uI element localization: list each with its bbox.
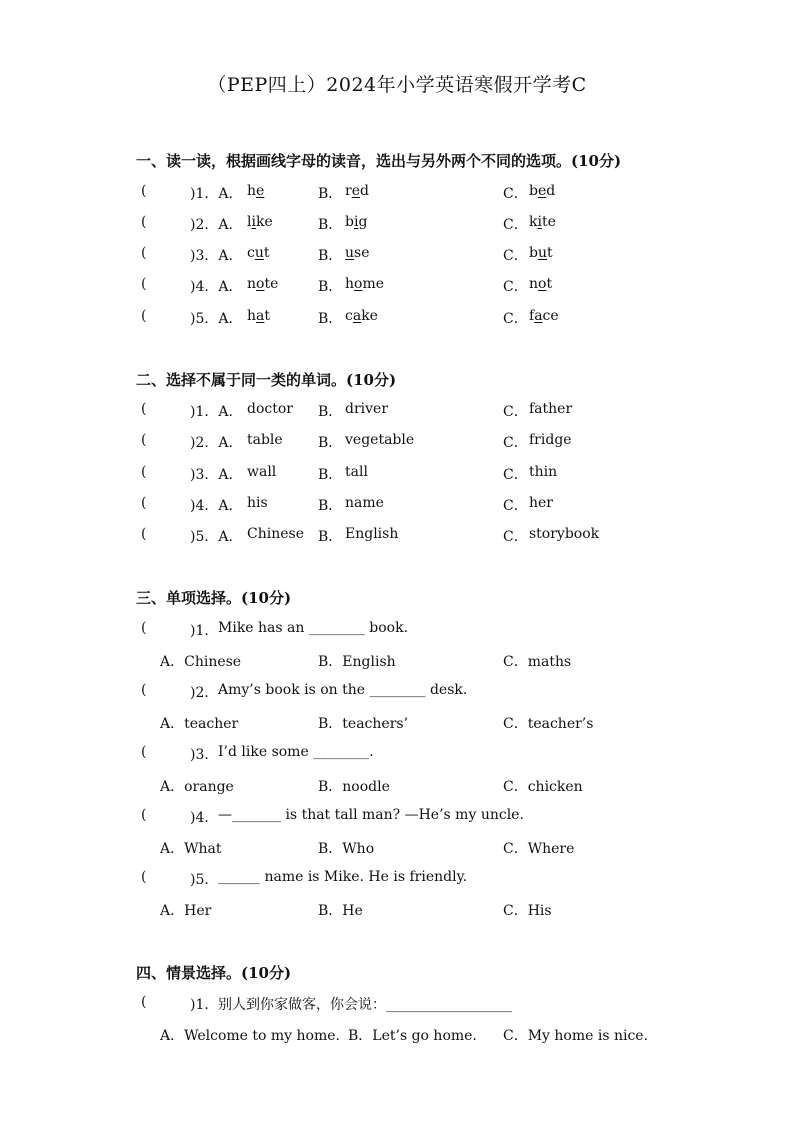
question-number: )2．A． bbox=[190, 217, 243, 233]
question-number: )2．A． bbox=[190, 435, 243, 451]
option-b: B．Who bbox=[318, 841, 375, 857]
pre: h bbox=[247, 183, 257, 199]
option-c: her bbox=[529, 495, 553, 511]
option-b: B．Let’s go home. bbox=[348, 1028, 477, 1044]
underlined-letter: o bbox=[538, 276, 547, 292]
option-c: fridge bbox=[529, 432, 572, 448]
option-b-label: B． bbox=[318, 498, 343, 514]
option-a: table bbox=[247, 432, 283, 448]
post: g bbox=[358, 214, 368, 230]
section-heading: 二、选择不属于同一类的单词。(10分) bbox=[136, 371, 397, 389]
options-row bbox=[0, 1025, 794, 1045]
option-a: A．Chinese bbox=[160, 654, 242, 670]
answer-paren-left[interactable]: ( bbox=[141, 276, 147, 292]
pre: r bbox=[345, 183, 352, 199]
question-text: Amy’s book is on the ________ desk. bbox=[218, 682, 468, 698]
option-c: C．Where bbox=[503, 841, 575, 857]
page-title: （PEP四上）2024年小学英语寒假开学考C bbox=[207, 74, 587, 96]
option-c-label: C． bbox=[503, 248, 528, 264]
option-b: B．teachers’ bbox=[318, 716, 409, 732]
option-a: A．teacher bbox=[160, 716, 239, 732]
option-c-label: C． bbox=[503, 311, 528, 327]
option-a: A．What bbox=[160, 841, 222, 857]
option-c: C．teacher’s bbox=[503, 716, 594, 732]
option-b: English bbox=[345, 526, 399, 542]
option-c-label: C． bbox=[503, 529, 528, 545]
post: ke bbox=[255, 214, 273, 230]
answer-paren-left[interactable]: ( bbox=[141, 620, 147, 636]
option-c-label: C． bbox=[503, 279, 528, 295]
option-c bbox=[529, 183, 555, 199]
post: te bbox=[541, 214, 556, 230]
option-a: doctor bbox=[247, 401, 293, 417]
question-row bbox=[0, 994, 794, 1014]
post: t bbox=[547, 245, 553, 261]
option-c-label: C． bbox=[503, 186, 528, 202]
option-b bbox=[345, 214, 367, 230]
post: ce bbox=[542, 308, 559, 324]
question-text: 别人到你家做客，你会说：__________________ bbox=[218, 997, 512, 1013]
option-a: A．Welcome to my home. bbox=[160, 1028, 340, 1044]
options-row bbox=[0, 776, 794, 796]
post: t bbox=[264, 308, 271, 324]
pre: h bbox=[247, 308, 257, 324]
underlined-letter: i bbox=[537, 214, 542, 230]
pre: b bbox=[345, 214, 354, 230]
options-row bbox=[0, 713, 794, 733]
underlined-letter: a bbox=[534, 308, 543, 324]
question-row bbox=[0, 276, 794, 296]
post: ke bbox=[361, 308, 378, 324]
underlined-letter: a bbox=[256, 308, 265, 324]
option-b-label: B． bbox=[318, 404, 343, 420]
options-row bbox=[0, 900, 794, 920]
option-b-label: B． bbox=[318, 435, 343, 451]
question-number: )2． bbox=[190, 685, 219, 701]
question-number: )4．A． bbox=[190, 279, 243, 295]
answer-paren-left[interactable]: ( bbox=[141, 401, 147, 417]
option-b bbox=[345, 183, 369, 199]
option-a: A．Her bbox=[160, 903, 212, 919]
option-c-label: C． bbox=[503, 404, 528, 420]
option-b-label: B． bbox=[318, 467, 343, 483]
option-c: storybook bbox=[529, 526, 600, 542]
question-number: )3．A． bbox=[190, 248, 243, 264]
option-b bbox=[345, 308, 378, 324]
option-c bbox=[529, 308, 559, 324]
question-text: ______ name is Mike. He is friendly. bbox=[218, 869, 468, 885]
question-row bbox=[0, 183, 794, 203]
question-row bbox=[0, 432, 794, 452]
answer-paren-left[interactable]: ( bbox=[141, 682, 147, 698]
option-c: C．My home is nice. bbox=[503, 1028, 649, 1044]
pre: k bbox=[529, 214, 538, 230]
answer-paren-left[interactable]: ( bbox=[141, 526, 147, 542]
underlined-letter: o bbox=[354, 276, 363, 292]
underlined-letter: e bbox=[256, 183, 265, 199]
question-row bbox=[0, 245, 794, 265]
underlined-letter: i bbox=[353, 214, 359, 230]
option-c: C．maths bbox=[503, 654, 572, 670]
question-text: Mike has an ________ book. bbox=[218, 620, 409, 636]
question-number: )3．A． bbox=[190, 467, 243, 483]
question-row bbox=[0, 682, 794, 702]
post: se bbox=[354, 245, 370, 261]
pre: c bbox=[345, 308, 353, 324]
question-number: )1． bbox=[190, 997, 219, 1013]
underlined-letter: e bbox=[351, 183, 360, 199]
option-b: name bbox=[345, 495, 384, 511]
underlined-letter: u bbox=[345, 245, 355, 261]
question-number: )5． bbox=[190, 872, 219, 888]
option-c-label: C． bbox=[503, 435, 528, 451]
question-row bbox=[0, 308, 794, 328]
option-a bbox=[247, 276, 278, 292]
pre: h bbox=[345, 276, 355, 292]
question-number: )4．A． bbox=[190, 498, 243, 514]
option-c: C．chicken bbox=[503, 779, 583, 795]
question-number: )5．A． bbox=[190, 311, 243, 327]
option-b: B．noodle bbox=[318, 779, 390, 795]
option-a bbox=[247, 308, 270, 324]
option-b: B．English bbox=[318, 654, 396, 670]
option-a: his bbox=[247, 495, 268, 511]
option-c: father bbox=[529, 401, 573, 417]
pre: n bbox=[529, 276, 539, 292]
option-c bbox=[529, 276, 552, 292]
option-a bbox=[247, 214, 273, 230]
option-c: C．His bbox=[503, 903, 552, 919]
answer-paren-left[interactable]: ( bbox=[141, 495, 147, 511]
question-row bbox=[0, 869, 794, 889]
option-c-label: C． bbox=[503, 467, 528, 483]
option-b bbox=[345, 245, 370, 261]
post: d bbox=[546, 183, 556, 199]
options-row bbox=[0, 651, 794, 671]
section-heading: 三、单项选择。(10分) bbox=[136, 589, 292, 607]
question-number: )3． bbox=[190, 747, 219, 763]
question-row bbox=[0, 464, 794, 484]
answer-paren-left[interactable]: ( bbox=[141, 994, 147, 1010]
option-c-label: C． bbox=[503, 217, 528, 233]
question-row bbox=[0, 744, 794, 764]
pre: c bbox=[247, 245, 255, 261]
post: te bbox=[264, 276, 279, 292]
option-a: A．orange bbox=[160, 779, 234, 795]
option-b-label: B． bbox=[318, 311, 343, 327]
option-a: Chinese bbox=[247, 526, 304, 542]
answer-paren-left[interactable]: ( bbox=[141, 308, 147, 324]
option-b-label: B． bbox=[318, 248, 343, 264]
option-b: B．He bbox=[318, 903, 363, 919]
post: t bbox=[546, 276, 553, 292]
option-c-label: C． bbox=[503, 498, 528, 514]
answer-paren-left[interactable]: ( bbox=[141, 245, 147, 261]
question-number: )1． bbox=[190, 623, 219, 639]
option-b-label: B． bbox=[318, 186, 343, 202]
answer-paren-left[interactable]: ( bbox=[141, 183, 147, 199]
option-b: vegetable bbox=[345, 432, 415, 448]
question-row bbox=[0, 807, 794, 827]
pre: b bbox=[529, 245, 538, 261]
option-a bbox=[247, 245, 270, 261]
option-b-label: B． bbox=[318, 279, 343, 295]
answer-paren-left[interactable]: ( bbox=[141, 214, 147, 230]
question-row bbox=[0, 526, 794, 546]
answer-paren-left[interactable]: ( bbox=[141, 464, 147, 480]
option-b-label: B． bbox=[318, 529, 343, 545]
pre: n bbox=[247, 276, 257, 292]
option-c bbox=[529, 214, 556, 230]
underlined-letter: u bbox=[537, 245, 547, 261]
section-heading: 一、读一读，根据画线字母的读音，选出与另外两个不同的选项。(10分) bbox=[136, 152, 622, 170]
pre: l bbox=[247, 214, 252, 230]
question-text: —_______ is that tall man? —He’s my uncle. bbox=[218, 807, 524, 823]
option-b: tall bbox=[345, 464, 368, 480]
question-number: )4． bbox=[190, 810, 219, 826]
options-row bbox=[0, 838, 794, 858]
question-number: )5．A． bbox=[190, 529, 243, 545]
post: t bbox=[263, 245, 270, 261]
answer-paren-left[interactable]: ( bbox=[141, 869, 147, 885]
question-row bbox=[0, 620, 794, 640]
option-c bbox=[529, 245, 553, 261]
option-b bbox=[345, 276, 384, 292]
question-number: )1．A． bbox=[190, 404, 243, 420]
pre: b bbox=[529, 183, 538, 199]
option-b-label: B． bbox=[318, 217, 343, 233]
question-row bbox=[0, 401, 794, 421]
option-a: wall bbox=[247, 464, 277, 480]
answer-paren-left[interactable]: ( bbox=[141, 744, 147, 760]
option-a bbox=[247, 183, 264, 199]
post: me bbox=[362, 276, 385, 292]
post: d bbox=[360, 183, 369, 199]
answer-paren-left[interactable]: ( bbox=[141, 807, 147, 823]
option-b: driver bbox=[345, 401, 389, 417]
underlined-letter: a bbox=[352, 308, 362, 324]
underlined-letter: u bbox=[254, 245, 264, 261]
question-row bbox=[0, 214, 794, 234]
question-text: I’d like some ________. bbox=[218, 744, 374, 760]
underlined-letter: e bbox=[537, 183, 547, 199]
underlined-letter: o bbox=[256, 276, 265, 292]
question-row bbox=[0, 495, 794, 515]
question-number: )1．A． bbox=[190, 186, 243, 202]
underlined-letter: i bbox=[251, 214, 256, 230]
answer-paren-left[interactable]: ( bbox=[141, 432, 147, 448]
pre: f bbox=[529, 308, 535, 324]
option-c: thin bbox=[529, 464, 558, 480]
section-heading: 四、情景选择。(10分) bbox=[136, 964, 292, 982]
